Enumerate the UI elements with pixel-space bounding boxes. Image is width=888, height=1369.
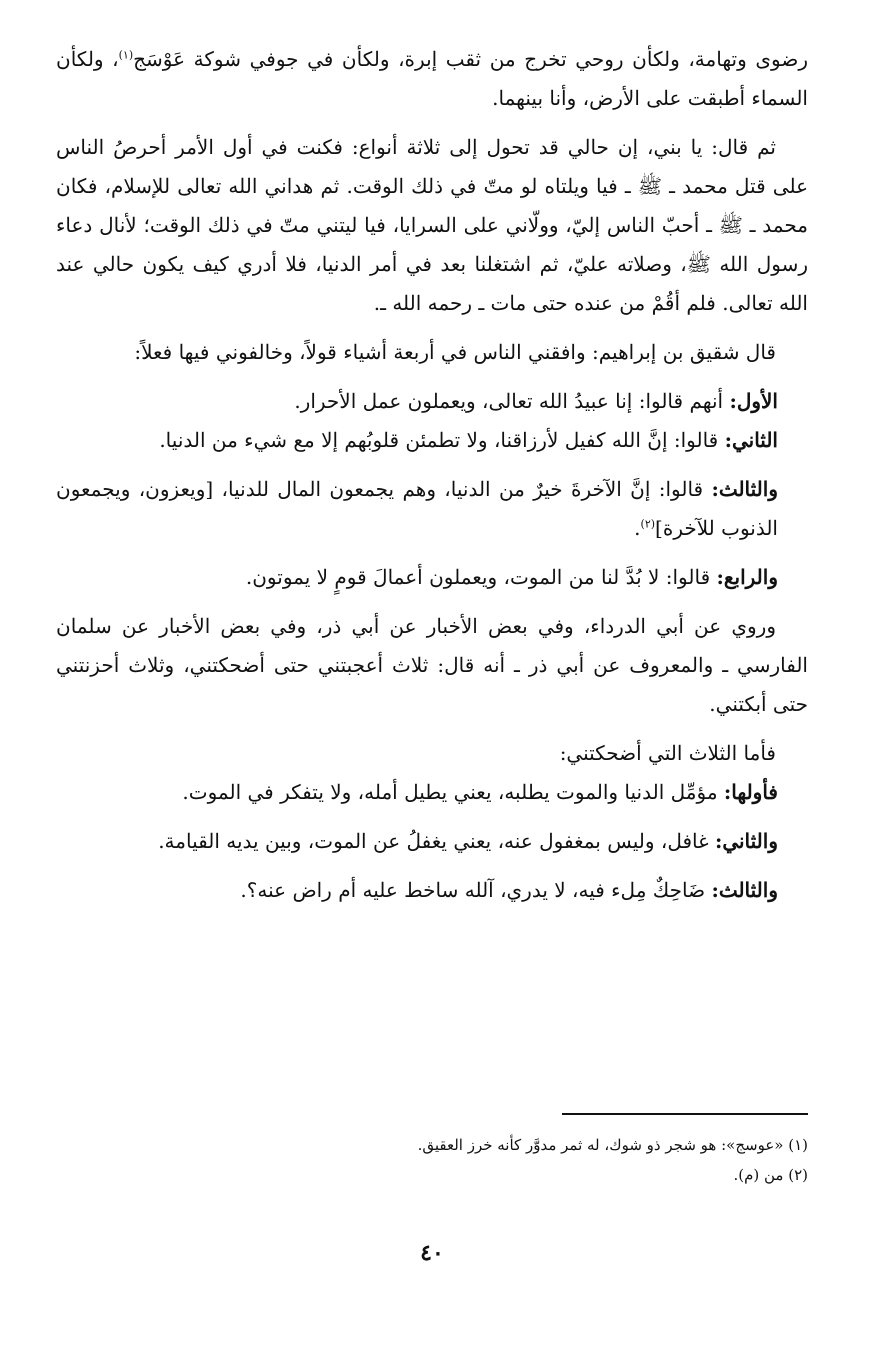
item-text: ضَاحِكٌ مِلء فيه، لا يدري، آلله ساخط عليه أم راض عنه؟. bbox=[240, 878, 712, 902]
footnote-marker[interactable]: (١) bbox=[118, 48, 134, 62]
paragraph-abu-dharr: وروي عن أبي الدرداء، وفي بعض الأخبار عن أبي ذر، وفي بعض الأخبار عن سلمان الفارسي ـ والمعروف عن أبي ذر ـ أنه قال: ثلاث أعجبتني حتى أضحكتني، وثلاث أحزنتني حتى أبكتني. bbox=[56, 614, 808, 716]
item-lead: والثالث: bbox=[711, 477, 778, 501]
paragraph-shaqiq: قال شقيق بن إبراهيم: وافقني الناس في أربعة أشياء قولاً، وخالفوني فيها فعلاً: bbox=[134, 340, 776, 364]
shaqiq-item-third bbox=[56, 470, 808, 548]
page-number: ٤٠ bbox=[420, 1240, 444, 1266]
paragraph-three-states: ثم قال: يا بني، إن حالي قد تحول إلى ثلاثة أنواع: فكنت في أول الأمر أحرصُ الناس على قتل محمد ـ ﷺ ـ فيا ويلتاه لو متّ في ذلك الوقت. ثم هداني الله تعالى للإسلام، فكان محمد ـ ﷺ ـ أحبّ الناس إليّ، وولّاني على السرايا، فيا ليتني متّ في ذلك الوقت؛ لأنال دعاء رسول الله ﷺ، وصلاته عليّ، ثم اشتغلنا بعد في أمر الدنيا، فلا أدري كيف يكون حالي عند الله تعالى. فلم أقُمْ من عنده حتى مات ـ رحمه الله ـ. bbox=[56, 135, 808, 315]
item-lead: والثالث: bbox=[711, 878, 778, 902]
footnote-divider bbox=[562, 1113, 808, 1115]
footnote-1: (١) «عوسج»: هو شجر ذو شوك، له ثمر مدوَّر كأنه خرز العقيق. bbox=[417, 1136, 808, 1154]
footnote-2: (٢) من (م). bbox=[733, 1166, 808, 1184]
laughter-item-second bbox=[56, 822, 808, 861]
item-lead: الثاني: bbox=[724, 428, 778, 452]
item-text-tail: . bbox=[634, 516, 641, 540]
laughter-item-third bbox=[56, 871, 808, 910]
paragraph-text: رضوى وتهامة، ولكأن روحي تخرج من ثقب إبرة، ولكأن في جوفي شوكة عَوْسَج bbox=[133, 47, 808, 71]
laughter-intro: فأما الثلاث التي أضحكتني: bbox=[559, 741, 776, 765]
item-text: قالوا: لا بُدَّ لنا من الموت، ويعملون أعمالَ قومٍ لا يموتون. bbox=[245, 565, 717, 589]
item-text: غافل، وليس بمغفول عنه، يعني يغفلُ عن الموت، وبين يديه القيامة. bbox=[158, 829, 715, 853]
item-lead: فأولها: bbox=[723, 780, 778, 804]
footnotes bbox=[56, 1130, 808, 1190]
paragraph-text-tail: ، ولكأن السماء أطبقت على الأرض، وأنا بينهما. bbox=[56, 47, 808, 110]
shaqiq-item-fourth bbox=[56, 558, 808, 597]
shaqiq-item-second bbox=[56, 421, 808, 460]
item-text: قالوا: إنَّ الله كفيل لأرزاقنا، ولا تطمئن قلوبُهم إلا مع شيء من الدنيا. bbox=[159, 428, 725, 452]
paragraph-intro bbox=[56, 40, 808, 118]
item-lead: والثاني: bbox=[714, 829, 778, 853]
item-text: قالوا: إنَّ الآخرةَ خيرٌ من الدنيا، وهم يجمعون المال للدنيا، [ويعزون، ويجمعون الذنوب للآخرة] bbox=[56, 477, 778, 540]
footnote-marker[interactable]: (٢) bbox=[640, 517, 656, 531]
laughter-item-first bbox=[56, 773, 808, 812]
page-body bbox=[56, 40, 808, 1340]
item-lead: والرابع: bbox=[716, 565, 778, 589]
shaqiq-item-first bbox=[56, 382, 808, 421]
item-text: مؤمِّل الدنيا والموت يطلبه، يعني يطيل أمله، ولا يتفكر في الموت. bbox=[182, 780, 724, 804]
item-lead: الأول: bbox=[729, 389, 778, 413]
item-text: أنهم قالوا: إنا عبيدُ الله تعالى، ويعملون عمل الأحرار. bbox=[294, 389, 730, 413]
